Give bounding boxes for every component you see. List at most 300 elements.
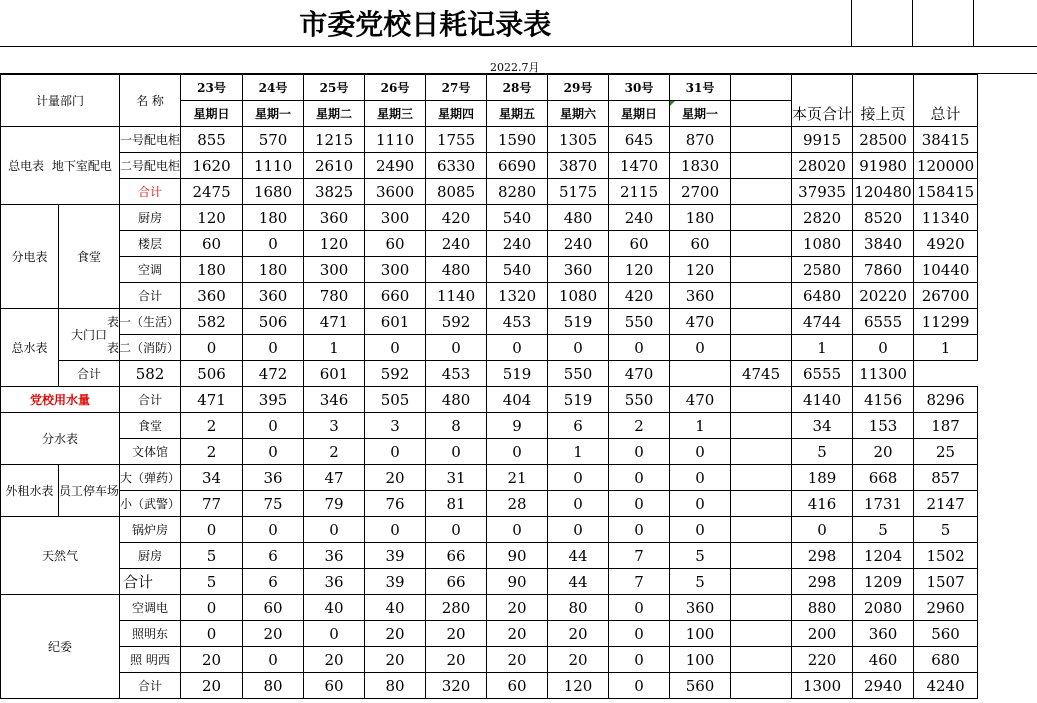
value-cell[interactable]: 1140	[426, 283, 487, 309]
weekday-header[interactable]: 星期二	[304, 101, 365, 127]
value-cell[interactable]: 0	[304, 517, 365, 543]
total-cell[interactable]: 857	[914, 465, 978, 491]
value-cell[interactable]: 0	[365, 335, 426, 361]
total-cell[interactable]: 1502	[914, 543, 978, 569]
value-cell[interactable]: 44	[548, 569, 609, 595]
value-cell[interactable]: 44	[548, 543, 609, 569]
total-cell[interactable]: 11300	[853, 361, 914, 387]
row-name[interactable]: 文体馆	[120, 439, 181, 465]
value-cell[interactable]: 60	[487, 673, 548, 699]
value-cell[interactable]: 180	[181, 257, 243, 283]
value-cell[interactable]: 300	[304, 257, 365, 283]
value-cell[interactable]: 1320	[487, 283, 548, 309]
prev-cell[interactable]: 0	[853, 335, 914, 361]
value-cell[interactable]: 582	[120, 361, 181, 387]
value-cell[interactable]: 0	[609, 491, 670, 517]
value-cell[interactable]: 8085	[426, 179, 487, 205]
row-name[interactable]: 厨房	[120, 543, 181, 569]
day-header[interactable]: 24号	[243, 75, 304, 101]
value-cell[interactable]: 6	[243, 569, 304, 595]
blank-cell[interactable]	[851, 0, 912, 47]
blank-cell[interactable]	[731, 517, 792, 543]
row-name[interactable]: 表二（消防）	[120, 335, 181, 361]
prev-cell[interactable]: 2940	[853, 673, 914, 699]
value-cell[interactable]: 395	[243, 387, 304, 413]
blank-cell[interactable]	[731, 621, 792, 647]
value-cell[interactable]: 100	[670, 621, 731, 647]
value-cell[interactable]: 3	[365, 413, 426, 439]
value-cell[interactable]: 3	[304, 413, 365, 439]
value-cell[interactable]: 20	[426, 621, 487, 647]
value-cell[interactable]: 480	[426, 387, 487, 413]
weekday-header[interactable]: 星期六	[548, 101, 609, 127]
blank-cell[interactable]	[731, 309, 792, 335]
row-name[interactable]: 食堂	[120, 413, 181, 439]
day-header[interactable]: 31号	[670, 75, 731, 101]
prev-cell[interactable]: 6555	[853, 309, 914, 335]
value-cell[interactable]: 120	[548, 673, 609, 699]
value-cell[interactable]: 1590	[487, 127, 548, 153]
value-cell[interactable]: 2610	[304, 153, 365, 179]
value-cell[interactable]: 601	[304, 361, 365, 387]
value-cell[interactable]: 453	[487, 309, 548, 335]
page-cell[interactable]: 1300	[792, 673, 853, 699]
value-cell[interactable]: 540	[487, 205, 548, 231]
value-cell[interactable]: 240	[426, 231, 487, 257]
value-cell[interactable]: 20	[181, 647, 243, 673]
value-cell[interactable]: 0	[609, 439, 670, 465]
value-cell[interactable]: 453	[426, 361, 487, 387]
value-cell[interactable]: 60	[181, 231, 243, 257]
row-name[interactable]: 合计	[120, 283, 181, 309]
value-cell[interactable]: 180	[243, 257, 304, 283]
value-cell[interactable]: 77	[181, 491, 243, 517]
page-cell[interactable]: 298	[792, 569, 853, 595]
prev-cell[interactable]: 4156	[853, 387, 914, 413]
value-cell[interactable]: 550	[609, 309, 670, 335]
value-cell[interactable]: 360	[670, 595, 731, 621]
blank-cell[interactable]	[731, 465, 792, 491]
value-cell[interactable]: 6690	[487, 153, 548, 179]
value-cell[interactable]: 480	[548, 205, 609, 231]
value-cell[interactable]: 0	[548, 517, 609, 543]
blank-cell[interactable]	[731, 101, 792, 127]
value-cell[interactable]: 90	[487, 543, 548, 569]
total-cell[interactable]: 25	[914, 439, 978, 465]
value-cell[interactable]: 0	[609, 621, 670, 647]
value-cell[interactable]: 120	[304, 231, 365, 257]
value-cell[interactable]: 1	[670, 413, 731, 439]
value-cell[interactable]: 7	[609, 569, 670, 595]
value-cell[interactable]: 36	[304, 543, 365, 569]
blank-cell[interactable]	[731, 647, 792, 673]
row-name[interactable]: 空调电	[120, 595, 181, 621]
blank-cell[interactable]	[731, 439, 792, 465]
value-cell[interactable]: 31	[426, 465, 487, 491]
blank-cell[interactable]	[731, 595, 792, 621]
row-name[interactable]: 合计	[120, 387, 181, 413]
row-name[interactable]: 表一（生活）	[120, 309, 181, 335]
weekday-header[interactable]: 星期一	[243, 101, 304, 127]
value-cell[interactable]: 6330	[426, 153, 487, 179]
value-cell[interactable]: 0	[181, 595, 243, 621]
prev-cell[interactable]: 1731	[853, 491, 914, 517]
blank-cell[interactable]	[731, 569, 792, 595]
value-cell[interactable]: 60	[365, 231, 426, 257]
value-cell[interactable]: 505	[365, 387, 426, 413]
value-cell[interactable]: 20	[426, 647, 487, 673]
prev-cell[interactable]: 8520	[853, 205, 914, 231]
prev-cell[interactable]: 1204	[853, 543, 914, 569]
value-cell[interactable]: 519	[548, 309, 609, 335]
value-cell[interactable]: 2	[609, 413, 670, 439]
page-cell[interactable]: 189	[792, 465, 853, 491]
blank-cell[interactable]	[731, 179, 792, 205]
value-cell[interactable]: 540	[487, 257, 548, 283]
total-cell[interactable]: 1	[914, 335, 978, 361]
total-cell[interactable]: 5	[914, 517, 978, 543]
value-cell[interactable]: 471	[304, 309, 365, 335]
row-name[interactable]: 厨房	[120, 205, 181, 231]
value-cell[interactable]: 0	[426, 517, 487, 543]
value-cell[interactable]: 180	[243, 205, 304, 231]
value-cell[interactable]: 20	[487, 621, 548, 647]
value-cell[interactable]: 3870	[548, 153, 609, 179]
value-cell[interactable]: 0	[365, 517, 426, 543]
value-cell[interactable]: 0	[670, 465, 731, 491]
value-cell[interactable]: 0	[609, 673, 670, 699]
prev-cell[interactable]: 6555	[792, 361, 853, 387]
row-name[interactable]: 锅炉房	[120, 517, 181, 543]
value-cell[interactable]: 1215	[304, 127, 365, 153]
value-cell[interactable]: 550	[548, 361, 609, 387]
value-cell[interactable]: 40	[365, 595, 426, 621]
value-cell[interactable]: 360	[670, 283, 731, 309]
page-cell[interactable]: 200	[792, 621, 853, 647]
value-cell[interactable]: 320	[426, 673, 487, 699]
row-name[interactable]: 空调	[120, 257, 181, 283]
value-cell[interactable]: 0	[609, 465, 670, 491]
page-cell[interactable]: 9915	[792, 127, 853, 153]
weekday-header[interactable]: 星期四	[426, 101, 487, 127]
value-cell[interactable]: 60	[304, 673, 365, 699]
value-cell[interactable]: 60	[243, 595, 304, 621]
blank-cell[interactable]	[731, 673, 792, 699]
value-cell[interactable]: 519	[548, 387, 609, 413]
value-cell[interactable]: 5	[670, 543, 731, 569]
page-cell[interactable]: 37935	[792, 179, 853, 205]
value-cell[interactable]: 1	[304, 335, 365, 361]
total-cell[interactable]: 2960	[914, 595, 978, 621]
value-cell[interactable]: 870	[670, 127, 731, 153]
value-cell[interactable]: 550	[609, 387, 670, 413]
value-cell[interactable]: 5	[670, 569, 731, 595]
value-cell[interactable]: 20	[181, 673, 243, 699]
value-cell[interactable]: 592	[426, 309, 487, 335]
value-cell[interactable]: 506	[243, 309, 304, 335]
value-cell[interactable]: 1830	[670, 153, 731, 179]
value-cell[interactable]: 1305	[548, 127, 609, 153]
value-cell[interactable]: 2	[304, 439, 365, 465]
value-cell[interactable]: 519	[487, 361, 548, 387]
value-cell[interactable]: 100	[670, 647, 731, 673]
value-cell[interactable]: 120	[609, 257, 670, 283]
day-header[interactable]: 25号	[304, 75, 365, 101]
page-cell[interactable]: 4744	[792, 309, 853, 335]
value-cell[interactable]: 120	[670, 257, 731, 283]
value-cell[interactable]: 0	[426, 439, 487, 465]
value-cell[interactable]: 660	[365, 283, 426, 309]
value-cell[interactable]: 79	[304, 491, 365, 517]
value-cell[interactable]: 75	[243, 491, 304, 517]
value-cell[interactable]: 0	[487, 517, 548, 543]
value-cell[interactable]: 0	[548, 491, 609, 517]
value-cell[interactable]: 470	[670, 387, 731, 413]
total-cell[interactable]: 8296	[914, 387, 978, 413]
prev-cell[interactable]: 668	[853, 465, 914, 491]
prev-cell[interactable]: 28500	[853, 127, 914, 153]
value-cell[interactable]: 20	[365, 647, 426, 673]
value-cell[interactable]: 5175	[548, 179, 609, 205]
value-cell[interactable]: 420	[426, 205, 487, 231]
row-name[interactable]: 合计	[120, 673, 181, 699]
value-cell[interactable]: 0	[670, 439, 731, 465]
total-cell[interactable]: 120000	[914, 153, 978, 179]
value-cell[interactable]: 76	[365, 491, 426, 517]
prev-cell[interactable]: 360	[853, 621, 914, 647]
value-cell[interactable]: 2475	[181, 179, 243, 205]
value-cell[interactable]: 2700	[670, 179, 731, 205]
value-cell[interactable]: 645	[609, 127, 670, 153]
value-cell[interactable]: 80	[365, 673, 426, 699]
page-cell[interactable]: 28020	[792, 153, 853, 179]
value-cell[interactable]: 300	[365, 205, 426, 231]
blank-cell[interactable]	[731, 257, 792, 283]
blank-cell[interactable]	[731, 75, 792, 101]
value-cell[interactable]: 0	[548, 465, 609, 491]
value-cell[interactable]: 506	[181, 361, 243, 387]
page-cell[interactable]: 1	[792, 335, 853, 361]
value-cell[interactable]: 300	[365, 257, 426, 283]
prev-cell[interactable]: 7860	[853, 257, 914, 283]
value-cell[interactable]: 2	[181, 439, 243, 465]
blank-cell[interactable]	[731, 491, 792, 517]
value-cell[interactable]: 20	[365, 465, 426, 491]
value-cell[interactable]: 0	[304, 621, 365, 647]
row-name[interactable]: 合计	[59, 361, 120, 387]
page-cell[interactable]: 416	[792, 491, 853, 517]
weekday-header[interactable]: 星期五	[487, 101, 548, 127]
total-cell[interactable]: 2147	[914, 491, 978, 517]
value-cell[interactable]: 20	[304, 647, 365, 673]
value-cell[interactable]: 20	[487, 647, 548, 673]
value-cell[interactable]: 9	[487, 413, 548, 439]
total-cell[interactable]: 10440	[914, 257, 978, 283]
row-name[interactable]: 大（弹药）	[120, 465, 181, 491]
blank-cell[interactable]	[670, 361, 731, 387]
value-cell[interactable]: 90	[487, 569, 548, 595]
value-cell[interactable]: 60	[670, 231, 731, 257]
prev-cell[interactable]: 460	[853, 647, 914, 673]
value-cell[interactable]: 36	[304, 569, 365, 595]
row-name[interactable]: 一号配电柜	[120, 127, 181, 153]
weekday-header[interactable]: 星期一	[670, 101, 731, 127]
value-cell[interactable]: 560	[670, 673, 731, 699]
value-cell[interactable]: 40	[304, 595, 365, 621]
value-cell[interactable]: 0	[609, 335, 670, 361]
day-header[interactable]: 29号	[548, 75, 609, 101]
day-header[interactable]: 26号	[365, 75, 426, 101]
value-cell[interactable]: 855	[181, 127, 243, 153]
value-cell[interactable]: 1680	[243, 179, 304, 205]
value-cell[interactable]: 3600	[365, 179, 426, 205]
value-cell[interactable]: 0	[365, 439, 426, 465]
value-cell[interactable]: 21	[487, 465, 548, 491]
total-cell[interactable]: 1507	[914, 569, 978, 595]
value-cell[interactable]: 2115	[609, 179, 670, 205]
page-cell[interactable]: 4140	[792, 387, 853, 413]
row-name[interactable]: 小（武警）	[120, 491, 181, 517]
grand-total-header[interactable]: 总计	[914, 75, 978, 127]
value-cell[interactable]: 39	[365, 543, 426, 569]
value-cell[interactable]: 0	[670, 491, 731, 517]
blank-cell[interactable]	[731, 335, 792, 361]
page-cell[interactable]: 34	[792, 413, 853, 439]
blank-cell[interactable]	[731, 413, 792, 439]
day-header[interactable]: 28号	[487, 75, 548, 101]
blank-cell[interactable]	[973, 0, 1037, 47]
value-cell[interactable]: 0	[487, 439, 548, 465]
page-cell[interactable]: 4745	[731, 361, 792, 387]
value-cell[interactable]: 592	[365, 361, 426, 387]
page-cell[interactable]: 1080	[792, 231, 853, 257]
value-cell[interactable]: 0	[670, 517, 731, 543]
prev-cell[interactable]: 1209	[853, 569, 914, 595]
value-cell[interactable]: 6	[243, 543, 304, 569]
day-header[interactable]: 30号	[609, 75, 670, 101]
page-cell[interactable]: 5	[792, 439, 853, 465]
value-cell[interactable]: 0	[243, 517, 304, 543]
value-cell[interactable]: 0	[181, 335, 243, 361]
total-cell[interactable]: 4240	[914, 673, 978, 699]
value-cell[interactable]: 360	[181, 283, 243, 309]
blank-cell[interactable]	[731, 543, 792, 569]
blank-cell[interactable]	[731, 205, 792, 231]
total-cell[interactable]: 560	[914, 621, 978, 647]
value-cell[interactable]: 0	[548, 335, 609, 361]
value-cell[interactable]: 8	[426, 413, 487, 439]
blank-cell[interactable]	[731, 231, 792, 257]
value-cell[interactable]: 1755	[426, 127, 487, 153]
value-cell[interactable]: 240	[548, 231, 609, 257]
value-cell[interactable]: 404	[487, 387, 548, 413]
value-cell[interactable]: 80	[548, 595, 609, 621]
total-cell[interactable]: 158415	[914, 179, 978, 205]
weekday-header[interactable]: 星期日	[181, 101, 243, 127]
value-cell[interactable]: 6	[548, 413, 609, 439]
value-cell[interactable]: 39	[365, 569, 426, 595]
value-cell[interactable]: 240	[609, 205, 670, 231]
row-name[interactable]: 照 明西	[120, 647, 181, 673]
row-name[interactable]: 二号配电柜	[120, 153, 181, 179]
value-cell[interactable]: 8280	[487, 179, 548, 205]
value-cell[interactable]: 3825	[304, 179, 365, 205]
value-cell[interactable]: 0	[243, 439, 304, 465]
value-cell[interactable]: 360	[304, 205, 365, 231]
blank-cell[interactable]	[731, 387, 792, 413]
page-cell[interactable]: 220	[792, 647, 853, 673]
value-cell[interactable]: 66	[426, 569, 487, 595]
value-cell[interactable]: 81	[426, 491, 487, 517]
page-cell[interactable]: 298	[792, 543, 853, 569]
value-cell[interactable]: 47	[304, 465, 365, 491]
value-cell[interactable]: 120	[181, 205, 243, 231]
total-cell[interactable]: 680	[914, 647, 978, 673]
row-name[interactable]: 合计	[120, 569, 181, 595]
prev-cell[interactable]: 20220	[853, 283, 914, 309]
prev-cell[interactable]: 153	[853, 413, 914, 439]
value-cell[interactable]: 5	[181, 569, 243, 595]
value-cell[interactable]: 0	[243, 647, 304, 673]
value-cell[interactable]: 280	[426, 595, 487, 621]
value-cell[interactable]: 780	[304, 283, 365, 309]
value-cell[interactable]: 20	[487, 595, 548, 621]
row-name[interactable]: 合计	[120, 179, 181, 205]
value-cell[interactable]: 472	[243, 361, 304, 387]
value-cell[interactable]: 360	[243, 283, 304, 309]
page-cell[interactable]: 2580	[792, 257, 853, 283]
value-cell[interactable]: 0	[243, 413, 304, 439]
value-cell[interactable]: 360	[548, 257, 609, 283]
weekday-header[interactable]: 星期日	[609, 101, 670, 127]
value-cell[interactable]: 0	[243, 335, 304, 361]
value-cell[interactable]: 5	[181, 543, 243, 569]
blank-cell[interactable]	[731, 283, 792, 309]
value-cell[interactable]: 2	[181, 413, 243, 439]
value-cell[interactable]: 0	[181, 517, 243, 543]
weekday-header[interactable]: 星期三	[365, 101, 426, 127]
prev-page-header[interactable]: 接上页	[853, 75, 914, 127]
value-cell[interactable]: 470	[670, 309, 731, 335]
value-cell[interactable]: 0	[609, 517, 670, 543]
value-cell[interactable]: 1470	[609, 153, 670, 179]
blank-cell[interactable]	[731, 127, 792, 153]
prev-cell[interactable]: 5	[853, 517, 914, 543]
total-cell[interactable]: 4920	[914, 231, 978, 257]
value-cell[interactable]: 1080	[548, 283, 609, 309]
blank-cell[interactable]	[731, 153, 792, 179]
value-cell[interactable]: 0	[181, 621, 243, 647]
page-cell[interactable]: 880	[792, 595, 853, 621]
value-cell[interactable]: 20	[548, 621, 609, 647]
value-cell[interactable]: 346	[304, 387, 365, 413]
value-cell[interactable]: 470	[609, 361, 670, 387]
prev-cell[interactable]: 3840	[853, 231, 914, 257]
row-name[interactable]: 楼层	[120, 231, 181, 257]
value-cell[interactable]: 80	[243, 673, 304, 699]
total-cell[interactable]: 11299	[914, 309, 978, 335]
blank-cell[interactable]	[912, 0, 973, 47]
value-cell[interactable]: 480	[426, 257, 487, 283]
value-cell[interactable]: 1620	[181, 153, 243, 179]
value-cell[interactable]: 0	[670, 335, 731, 361]
prev-cell[interactable]: 91980	[853, 153, 914, 179]
value-cell[interactable]: 420	[609, 283, 670, 309]
total-cell[interactable]: 26700	[914, 283, 978, 309]
page-cell[interactable]: 6480	[792, 283, 853, 309]
value-cell[interactable]: 1110	[243, 153, 304, 179]
value-cell[interactable]: 20	[365, 621, 426, 647]
